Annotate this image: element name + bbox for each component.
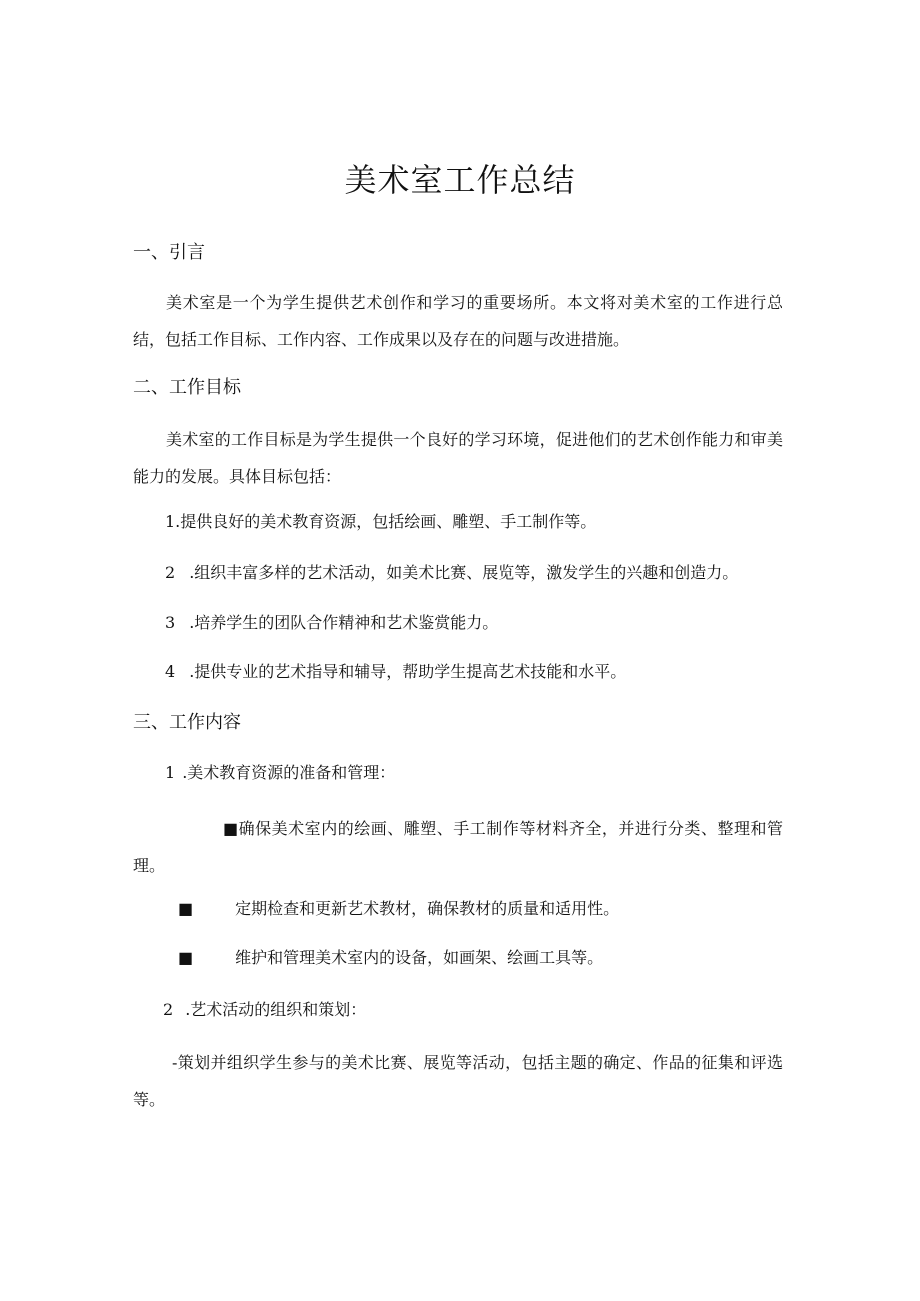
goal-item [165, 660, 626, 684]
square-bullet-icon: ■ [223, 819, 239, 838]
bullet-item [133, 810, 783, 884]
intro-paragraph: 美术室是一个为学生提供艺术创作和学习的重要场所。本文将对美术室的工作进行总结，包括工作目标、工作内容、工作成果以及存在的问题与改进措施。 [133, 293, 783, 349]
subheading-number: 2 [163, 1000, 174, 1019]
subheading-text: .艺术活动的组织和策划： [185, 1000, 367, 1019]
subheading-number: 1 [165, 763, 176, 782]
subheading-text: .美术教育资源的准备和管理： [182, 763, 396, 782]
goal-item-number: 2 [165, 563, 176, 582]
goal-item [165, 510, 596, 534]
section-heading-intro: 一、引言 [133, 242, 205, 263]
bullet-text: 确保美术室内的绘画、雕塑、手工制作等材料齐全，并进行分类、整理和管理。 [133, 819, 783, 875]
goal-item-text: .组织丰富多样的艺术活动，如美术比赛、展览等，激发学生的兴趣和创造力。 [189, 563, 739, 582]
dash-item: -策划并组织学生参与的美术比赛、展览等活动，包括主题的确定、作品的征集和评选等。 [133, 1053, 783, 1109]
goal-item [165, 561, 738, 585]
goal-item-number: 4 [165, 662, 176, 681]
bullet-text: 定期检查和更新艺术教材，确保教材的质量和适用性。 [235, 899, 620, 918]
section-heading-goals: 二、工作目标 [133, 377, 241, 398]
goal-item-text: .培养学生的团队合作精神和艺术鉴赏能力。 [189, 613, 499, 632]
content-subheading [163, 998, 366, 1022]
goals-paragraph: 美术室的工作目标是为学生提供一个良好的学习环境，促进他们的艺术创作能力和审美能力的发展。具体目标包括： [133, 430, 783, 486]
goal-item-number: 1. [165, 512, 181, 531]
bullet-item [178, 897, 619, 921]
goal-item-text: 提供良好的美术教育资源，包括绘画、雕塑、手工制作等。 [180, 512, 597, 531]
bullet-text: 维护和管理美术室内的设备，如画架、绘画工具等。 [235, 948, 604, 967]
page-title: 美术室工作总结 [344, 161, 576, 199]
bullet-item [178, 946, 603, 970]
goal-item [165, 611, 498, 635]
content-subheading [165, 761, 395, 785]
goal-item-text: .提供专业的艺术指导和辅导，帮助学生提高艺术技能和水平。 [189, 662, 627, 681]
square-bullet-icon: ■ [178, 899, 194, 918]
section-heading-content: 三、工作内容 [133, 712, 241, 733]
goal-item-number: 3 [165, 613, 176, 632]
square-bullet-icon: ■ [178, 948, 194, 967]
